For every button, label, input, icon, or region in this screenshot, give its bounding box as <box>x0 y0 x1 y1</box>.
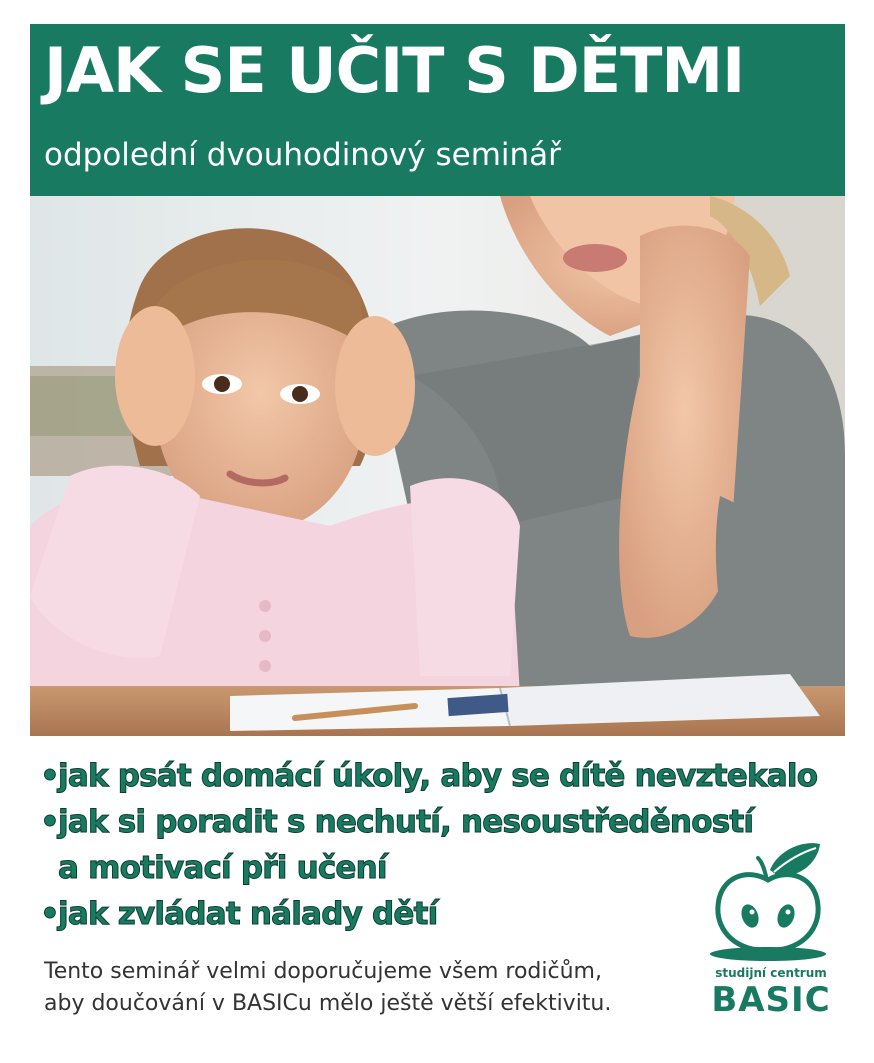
apple-logo-icon <box>708 840 834 966</box>
recommendation-text <box>44 956 611 1020</box>
page-title: JAK SE UČIT S DĚTMI <box>44 34 745 107</box>
recommendation-line-1: Tento seminář velmi doporučujeme všem rodičům, <box>44 959 602 984</box>
recommendation-line-2: aby doučování v BASICu mělo ještě větší efektivitu. <box>44 991 612 1016</box>
bullet-marker: • <box>40 804 60 840</box>
bullet-text: jak psát domácí úkoly, aby se dítě nevztekalo <box>58 758 818 794</box>
bullet-marker: • <box>40 896 60 932</box>
logo-wordmark: BASIC <box>711 980 831 1020</box>
bullet-text: jak si poradit s nechutí, nesoustředěností <box>58 804 754 840</box>
bullet-text: jak zvládat nálady dětí <box>58 896 438 932</box>
bullet-text: a motivací při učení <box>58 850 387 886</box>
bullet-marker: • <box>40 758 60 794</box>
bullet-item-homework <box>40 753 840 799</box>
header-banner <box>30 24 845 196</box>
basic-logo <box>708 840 834 1025</box>
photo-child-homework <box>30 196 845 736</box>
photo-illustration <box>30 196 845 736</box>
logo-subtitle: studijní centrum <box>715 966 827 980</box>
page-subtitle: odpolední dvouhodinový seminář <box>44 137 561 173</box>
bullet-item-motivation <box>40 799 840 845</box>
